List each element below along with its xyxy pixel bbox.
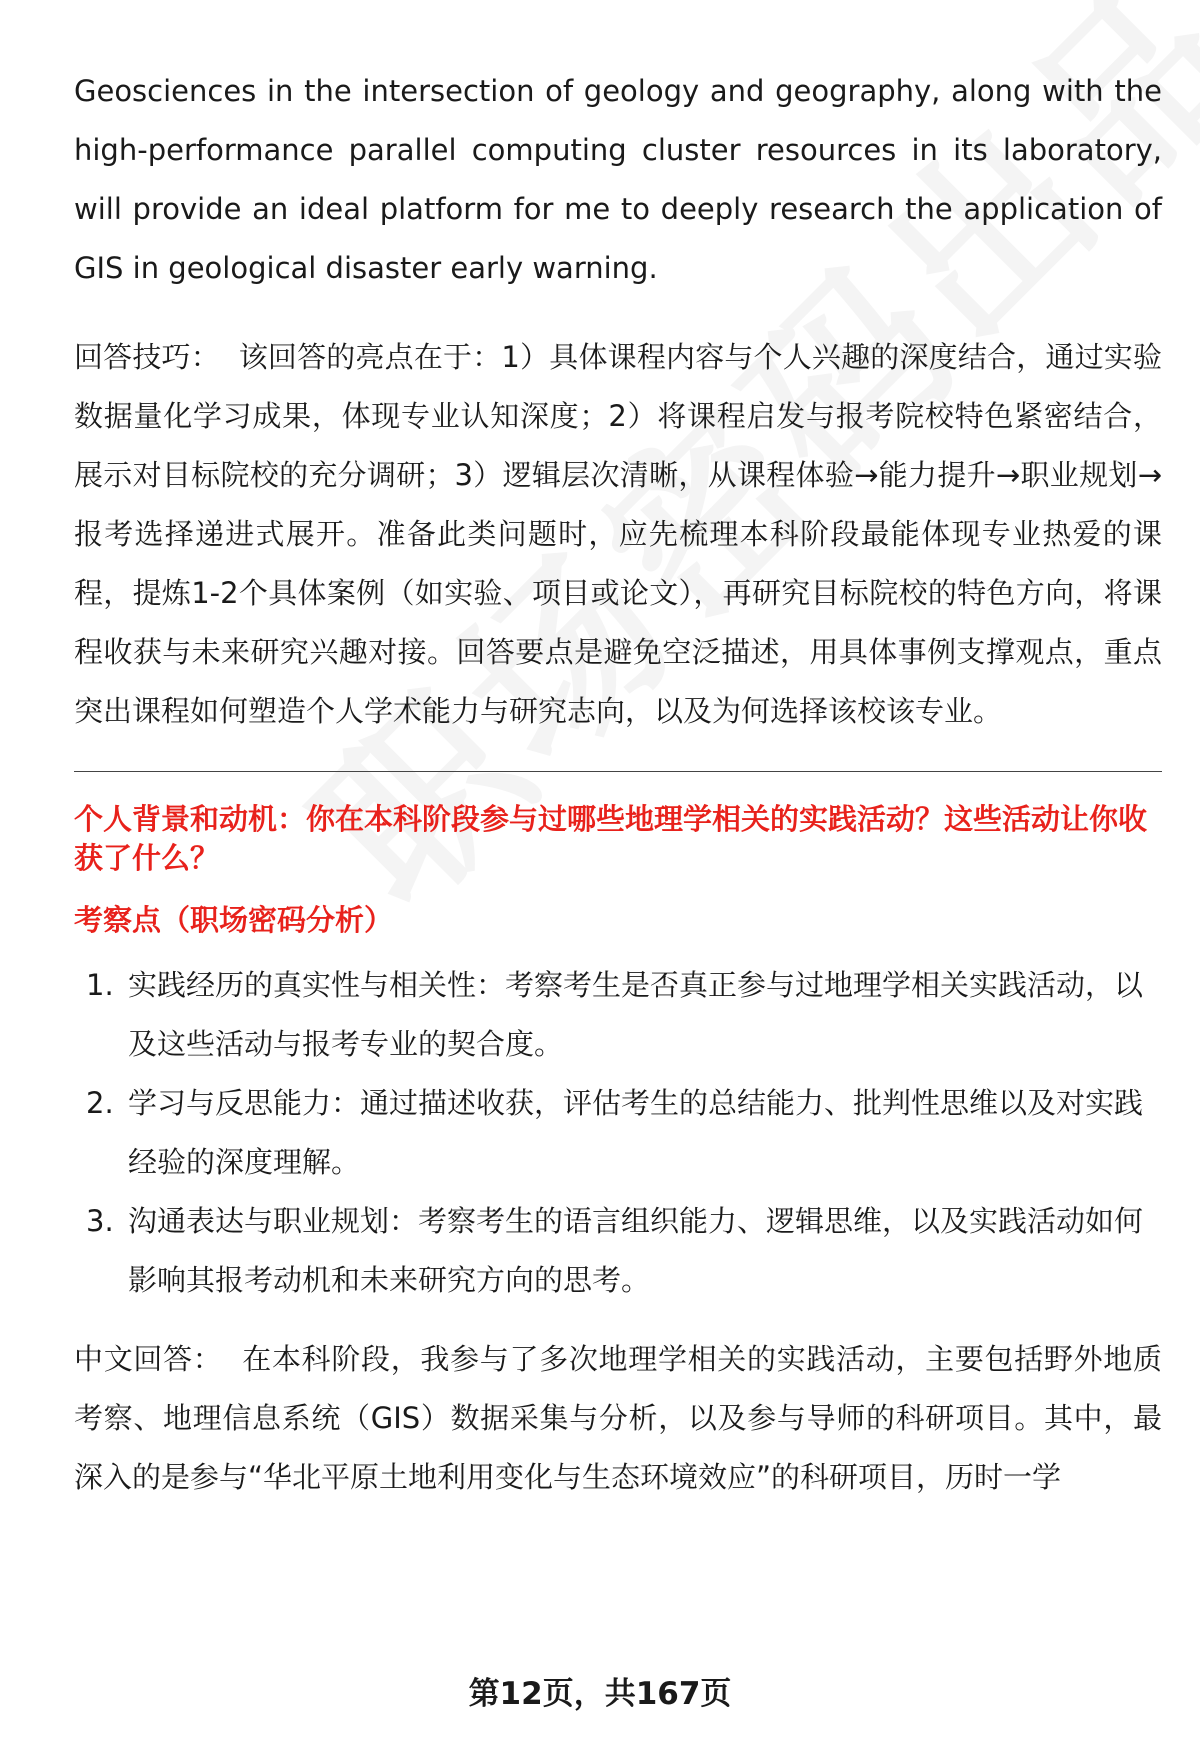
assessment-item xyxy=(74,956,1162,1074)
item-text: 沟通表达与职业规划：考察考生的语言组织能力、逻辑思维，以及实践活动如何影响其报考动机和未来研究方向的思考。 xyxy=(128,1204,1144,1297)
item-number: 3. xyxy=(86,1204,114,1238)
tips-text: 该回答的亮点在于：1）具体课程内容与个人兴趣的深度结合，通过实验数据量化学习成果，体现专业认知深度；2）将课程启发与报考院校特色紧密结合，展示对目标院校的充分调研；3）逻辑层次清晰，从课程体验→能力提升→职业规划→报考选择递进式展开。准备此类问题时，应先梳理本科阶段最能体现专业热爱的课程，提炼1-2个具体案例（如实验、项目或论文），再研究目标院校的特色方向，将课程收获与未来研究兴趣对接。回答要点是避免空泛描述，用具体事例支撑观点，重点突出课程如何塑造个人学术能力与研究志向，以及为何选择该校该专业。 xyxy=(74,340,1162,728)
question-heading: 个人背景和动机：你在本科阶段参与过哪些地理学相关的实践活动？这些活动让你收获了什么？ xyxy=(74,802,1148,875)
answer-label: 中文回答： xyxy=(74,1342,223,1376)
page-content xyxy=(74,62,1162,1507)
assessment-item xyxy=(74,1074,1162,1192)
tips-paragraph xyxy=(74,328,1162,741)
intro-paragraph: Geosciences in the intersection of geology and geography, along with the high-performance parallel computing cluster resources in its laboratory, will provide an ideal platform for me to deeply research the application of GIS in geological disaster early warning. xyxy=(74,74,1162,285)
item-text: 学习与反思能力：通过描述收获，评估考生的总结能力、批判性思维以及对实践经验的深度理解。 xyxy=(128,1086,1144,1179)
assessment-list xyxy=(74,956,1162,1310)
answer-paragraph xyxy=(74,1330,1162,1507)
item-number: 2. xyxy=(86,1086,114,1120)
answer-text: 在本科阶段，我参与了多次地理学相关的实践活动，主要包括野外地质考察、地理信息系统（GIS）数据采集与分析，以及参与导师的科研项目。其中，最深入的是参与“华北平原土地利用变化与生态环境效应”的科研项目，历时一学 xyxy=(74,1342,1162,1494)
section-divider xyxy=(74,771,1162,772)
item-number: 1. xyxy=(86,968,114,1002)
assessment-heading: 考察点（职场密码分析） xyxy=(74,903,394,937)
assessment-item xyxy=(74,1192,1162,1310)
item-text: 实践经历的真实性与相关性：考察考生是否真正参与过地理学相关实践活动，以及这些活动与报考专业的契合度。 xyxy=(128,968,1144,1061)
tips-label: 回答技巧： xyxy=(74,340,220,374)
page-number: 第12页，共167页 xyxy=(468,1676,732,1712)
